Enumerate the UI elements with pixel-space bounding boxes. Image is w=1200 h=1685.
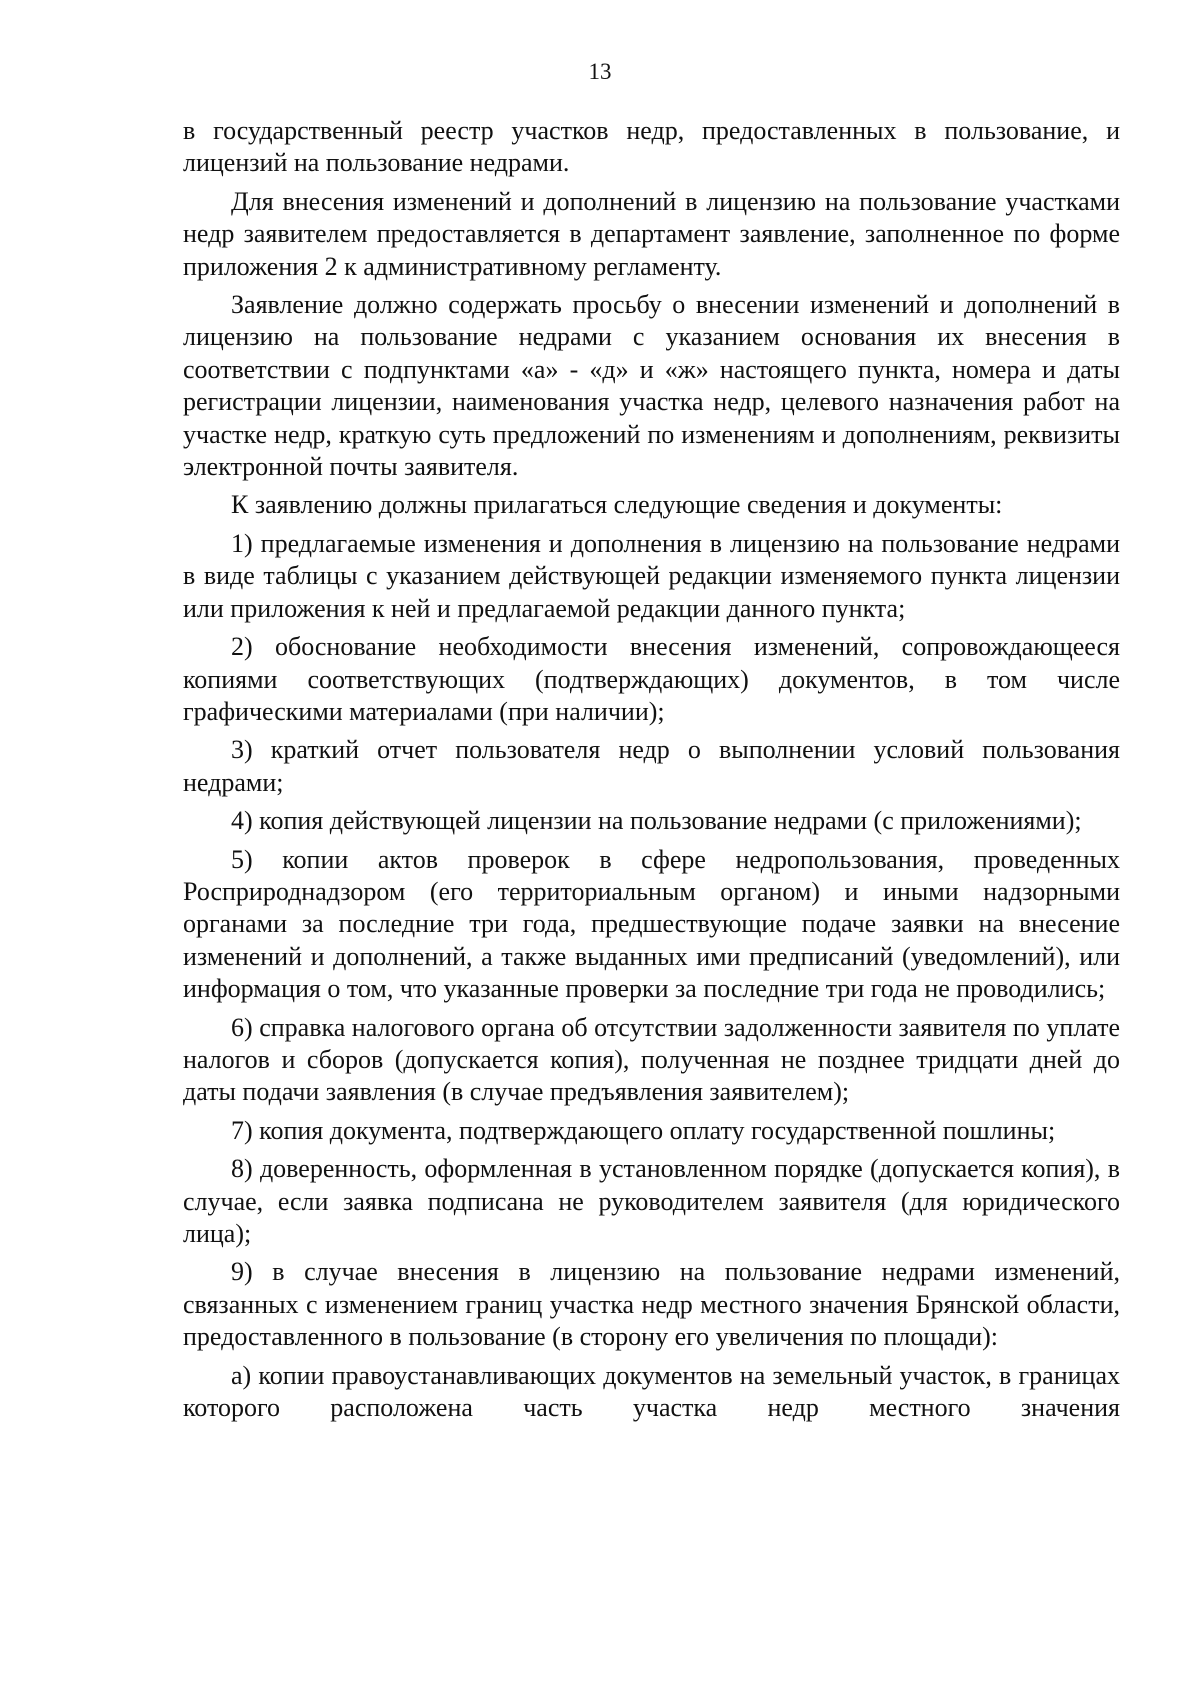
paragraph-attachments-intro: К заявлению должны прилагаться следующие сведения и документы: xyxy=(231,490,1003,520)
page-number: 13 xyxy=(588,59,612,84)
list-item-3: 3) краткий отчет пользователя недр о выполнении условий пользования недрами; xyxy=(183,735,1120,797)
list-item-9: 9) в случае внесения в лицензию на пользование недрами изменений, связанных с изменением границ участка недр местного значения Брянской области, предоставленного в пользование (в сторону его увеличения по площади): xyxy=(183,1257,1120,1352)
sub-item-a: а) копии правоустанавливающих документов на земельный участок, в границах которого расположена часть участка недр местного значения xyxy=(183,1360,1120,1423)
list-item-8: 8) доверенность, оформленная в установленном порядке (допускается копия), в случае, если заявка подписана не руководителем заявителя (для юридического лица); xyxy=(183,1154,1120,1248)
document-body xyxy=(183,115,1120,1424)
list-item-4: 4) копия действующей лицензии на пользование недрами (с приложениями); xyxy=(231,806,1082,836)
list-item-1: 1) предлагаемые изменения и дополнения в лицензию на пользование недрами в виде таблицы с указанием действующей редакции изменяемого пункта лицензии или приложения к ней и предлагаемой редакции данного пункта; xyxy=(183,528,1120,623)
list-item-2: 2) обоснование необходимости внесения изменений, сопровождающееся копиями соответствующих (подтверждающих) документов, в том числе графическими материалами (при наличии); xyxy=(183,632,1120,726)
list-item-7: 7) копия документа, подтверждающего оплату государственной пошлины; xyxy=(231,1115,1056,1145)
paragraph-application-submission: Для внесения изменений и дополнений в лицензию на пользование участками недр заявителем предоставляется в департамент заявление, заполненное по форме приложения 2 к административному регламенту. xyxy=(183,186,1120,281)
list-item-5: 5) копии актов проверок в сфере недропользования, проведенных Росприроднадзором (его территориальным органом) и иными надзорными органами за последние три года, предшествующие подаче заявки на внесение изменений и дополнений, а также выданных ими предписаний (уведомлений), или информация о том, что указанные проверки за последние три года не проводились; xyxy=(183,844,1120,1004)
list-item-6: 6) справка налогового органа об отсутствии задолженности заявителя по уплате налогов и сборов (допускается копия), полученная не позднее тридцати дней до даты подачи заявления (в случае предъявления заявителем); xyxy=(183,1012,1120,1107)
paragraph-registry-continuation: в государственный реестр участков недр, предоставленных в пользование, и лицензий на пользование недрами. xyxy=(183,116,1120,178)
paragraph-application-contents: Заявление должно содержать просьбу о внесении изменений и дополнений в лицензию на пользование недрами с указанием основания их внесения в соответствии с подпунктами «а» - «д» и «ж» настоящего пункта, номера и даты регистрации лицензии, наименования участка недр, целевого назначения работ на участке недр, краткую суть предложений по изменениям и дополнениям, реквизиты электронной почты заявителя. xyxy=(183,290,1120,482)
